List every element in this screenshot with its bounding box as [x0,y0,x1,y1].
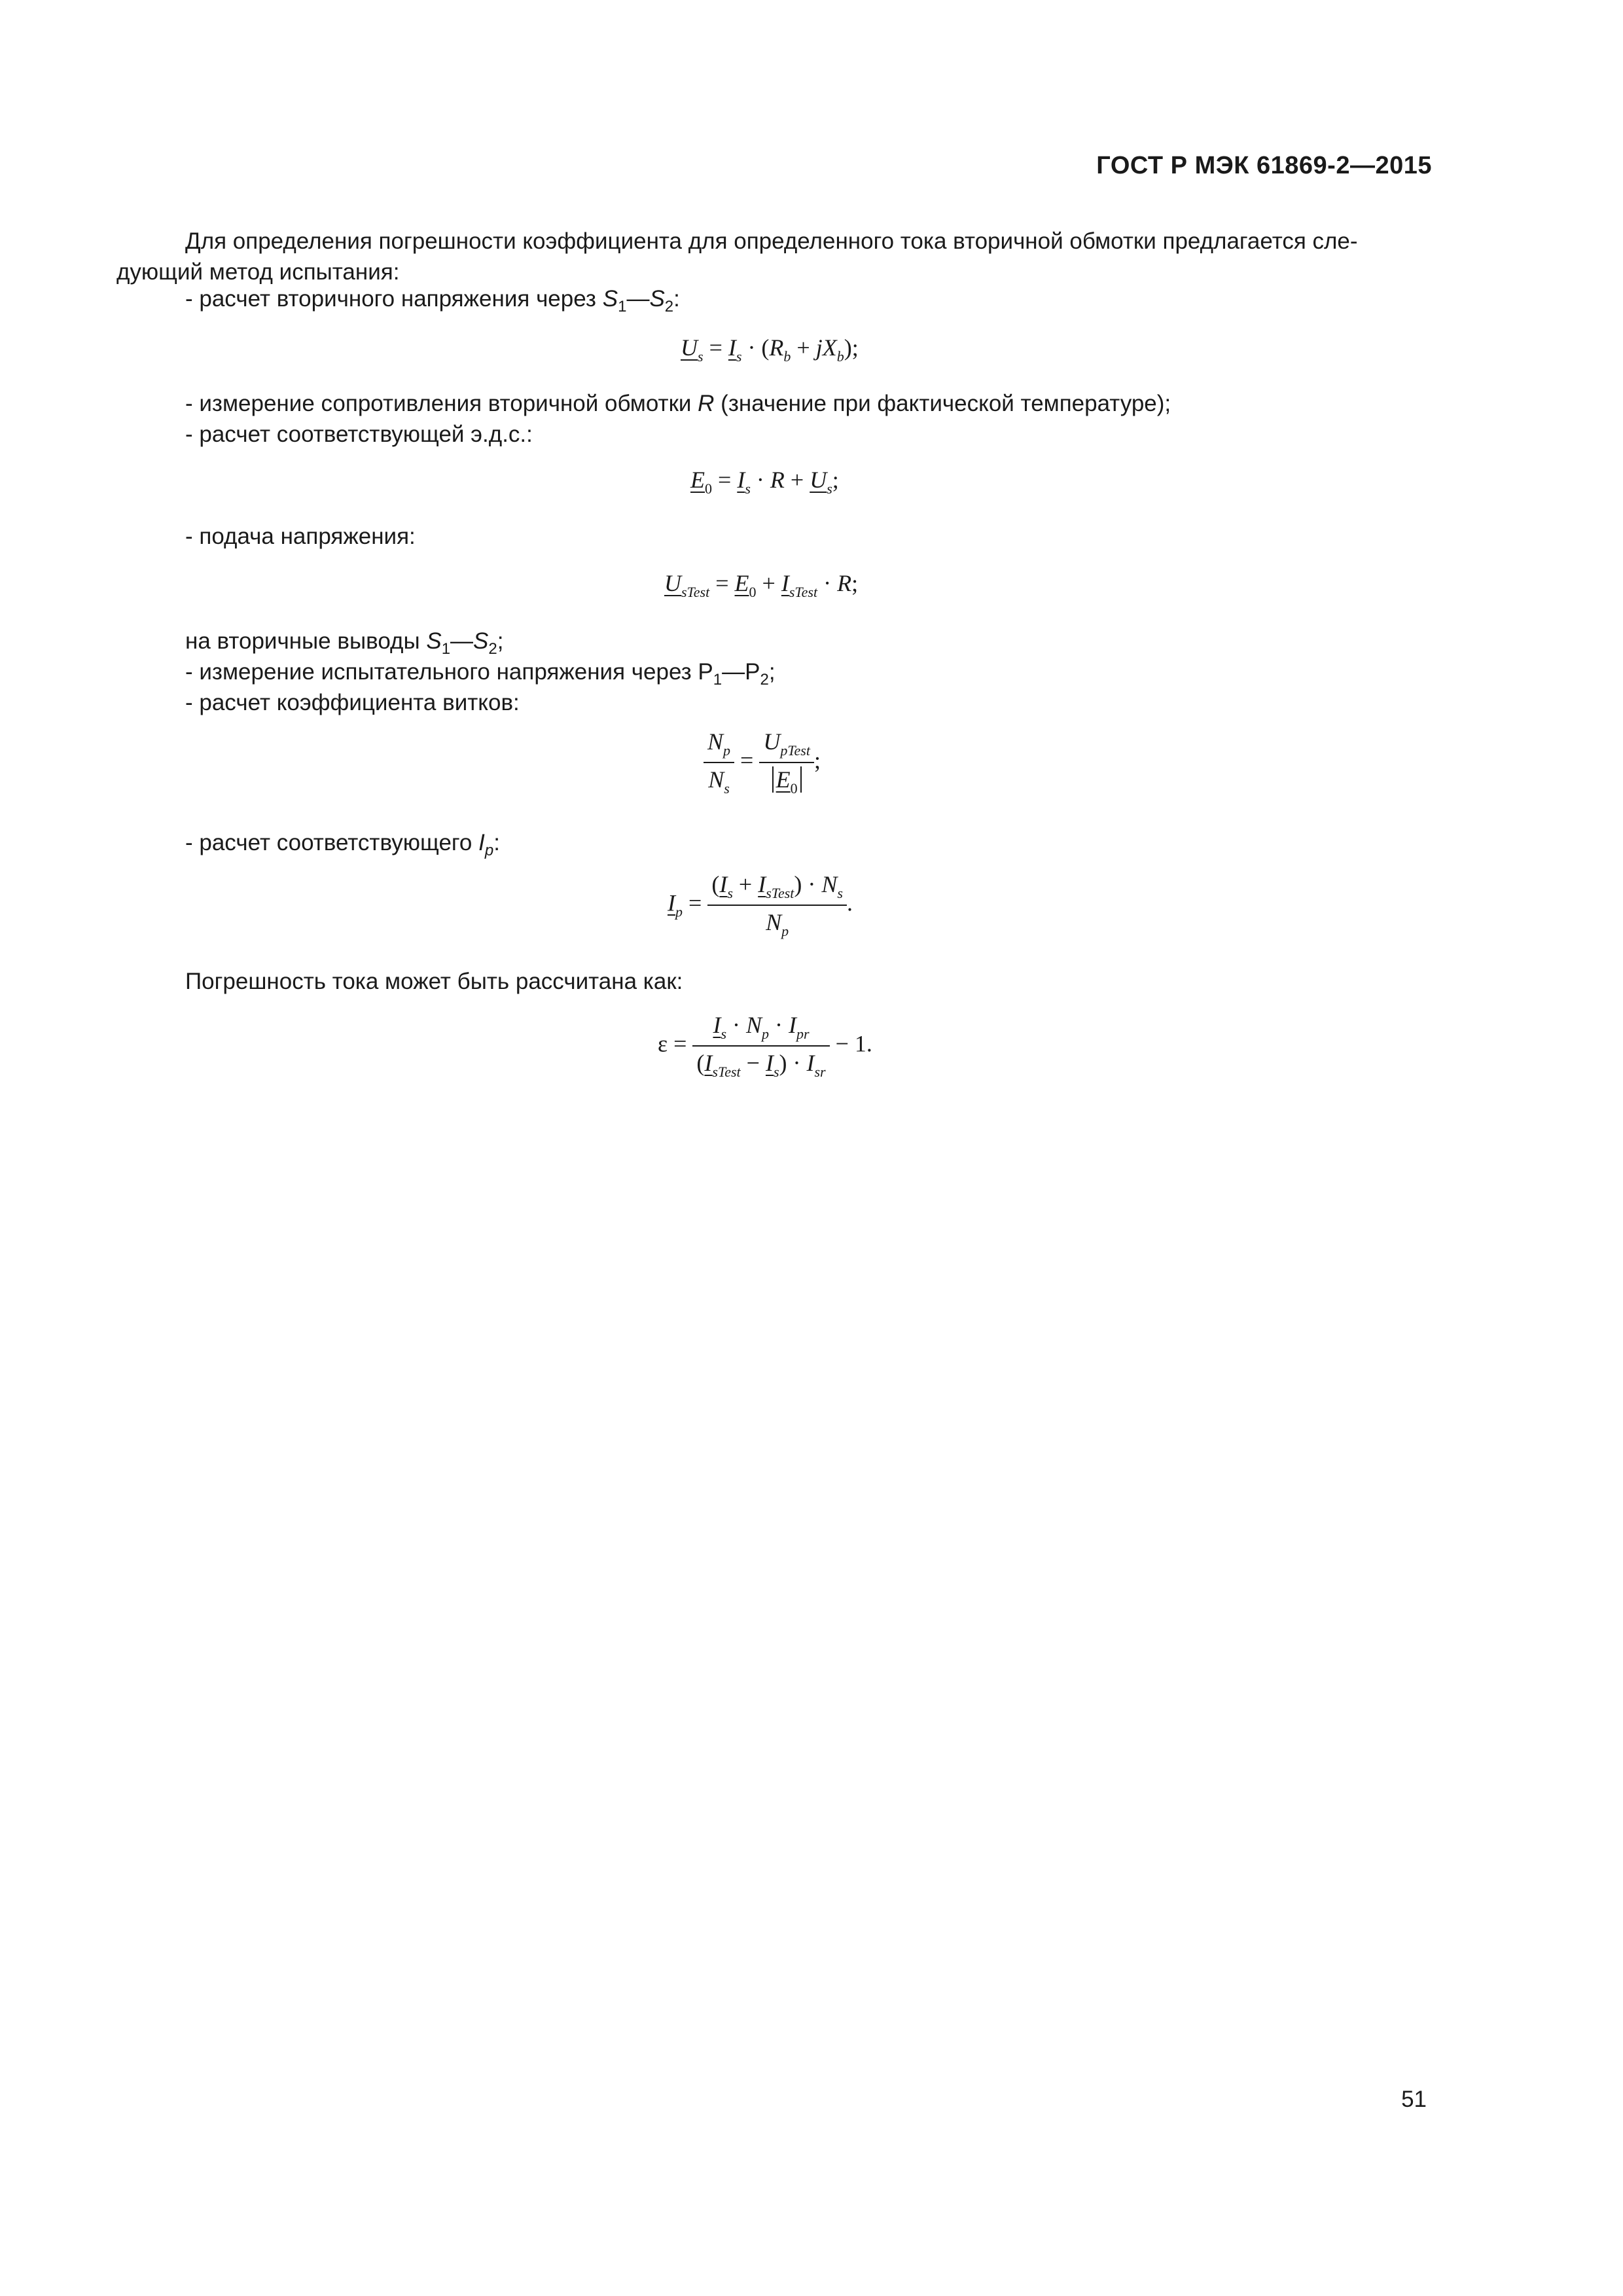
step-secondary-voltage: - расчет вторичного напряжения через $S_1—S_2$: [185,286,680,315]
intro-paragraph: Для определения погрешности коэффициента для определенного тока вторичной обмотки предлагается сле-дующий метод испытания: [116,228,1358,285]
step-measure-resistance: - измерение сопротивления вторичной обмотки R (значение при фактической температуре); [185,391,1171,416]
step-emf: - расчет соответствующей э.д.с.: [185,422,533,447]
step-measure-test-voltage: - измерение испытательного напряжения через $Р_1—Р_2$; [185,659,776,689]
step-apply-voltage: - подача напряжения: [185,524,416,549]
formula-us: $U_s = I_s \cdot (R_b + jX_b)$; [681,334,859,365]
page-number: 51 [1401,2087,1427,2112]
formula-epsilon: ε = $\frac{I_s \cdot N_p \cdot I_{pr}}{(I_{sTest} - I_s) \cdot I_{sr}}$ − 1. [658,1012,872,1080]
formula-ip: $I_p$ = $\frac{(I_s + I_{sTest}) \cdot N_s}{N_p}$ . [668,871,853,939]
step-current-error: Погрешность тока может быть рассчитана как: [185,969,683,994]
formula-turns-ratio: $\frac{N_p}{N_s}$ = $\frac{U_{pTest}}{E_0}$ ; [704,728,821,797]
step-turns-ratio: - расчет коэффициента витков: [185,690,520,715]
formula-ustest: $U_{sTest} = E_0 + I_{sTest} \cdot R$; [664,570,859,600]
document-header: ГОСТ Р МЭК 61869-2—2015 [1096,152,1432,179]
step-primary-current: - расчет соответствующего $I_p$: [185,830,500,859]
formula-e0: $E_0 = I_s \cdot R + U_s$; [690,467,839,497]
step-secondary-terminals: на вторичные выводы $S_1—S_2$; [185,628,504,658]
